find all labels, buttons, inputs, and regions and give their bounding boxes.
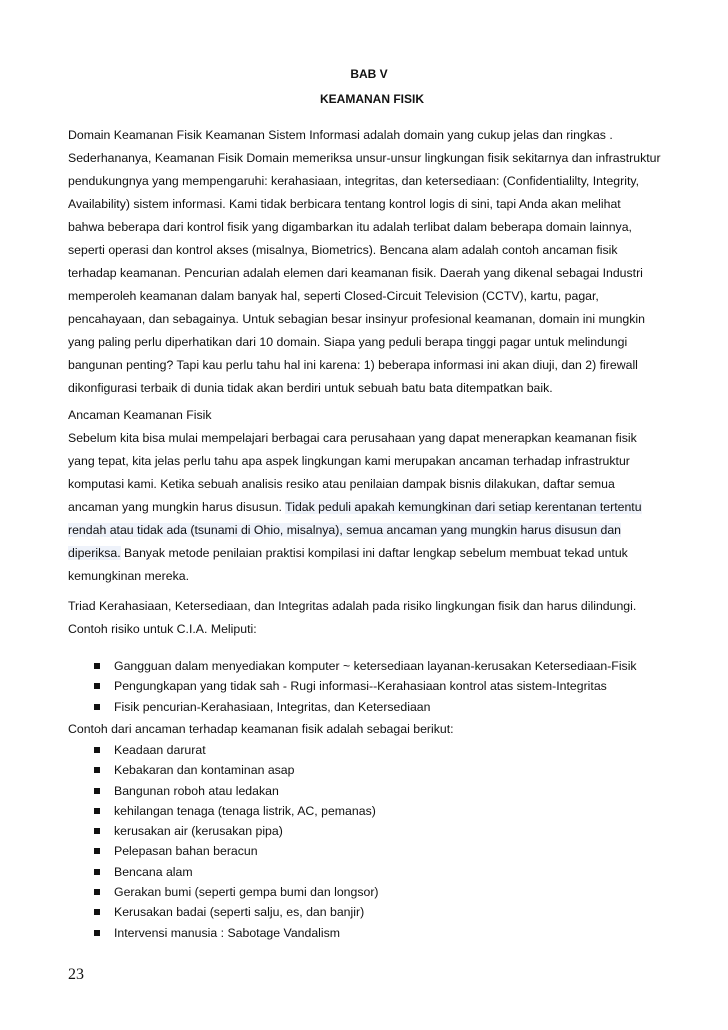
paragraph-line: Sebelum kita bisa mulai mempelajari berbagai cara perusahaan yang dapat menerapkan keamanan fisik — [68, 431, 637, 445]
list-item — [88, 923, 379, 943]
list-item-text: Pengungkapan yang tidak sah - Rugi informasi--Kerahasiaan kontrol atas sistem-Integritas — [114, 679, 607, 694]
list-item — [88, 781, 379, 801]
bullet-square-icon — [94, 848, 100, 854]
paragraph-line: dikonfigurasi terbaik di dunia tidak akan berdiri untuk sebuah batu bata ditempatkan baik. — [68, 381, 553, 395]
highlighted-text: Tidak peduli apakah kemungkinan dari setiap kerentanan tertentu — [285, 500, 642, 514]
list-item — [88, 801, 379, 821]
list-item-text: Gerakan bumi (seperti gempa bumi dan longsor) — [114, 885, 379, 900]
list-item — [88, 841, 379, 861]
paragraph-line — [68, 519, 668, 542]
paragraph-line: yang tepat, kita jelas perlu tahu apa aspek lingkungan kami merupakan ancaman terhadap infrastruktur — [68, 454, 630, 468]
list-item — [88, 740, 379, 760]
line-text: ancaman yang mungkin harus disusun. — [68, 500, 286, 514]
list-item — [88, 862, 379, 882]
bullet-square-icon — [94, 828, 100, 834]
bullet-square-icon — [94, 767, 100, 773]
threat-examples-intro: Contoh dari ancaman terhadap keamanan fisik adalah sebagai berikut: — [68, 722, 454, 736]
bullet-square-icon — [94, 869, 100, 875]
bullet-square-icon — [94, 788, 100, 794]
bullet-square-icon — [94, 808, 100, 814]
cia-risk-list — [88, 656, 637, 717]
paragraph-line: yang paling perlu diperhatikan dari 10 domain. Siapa yang peduli berapa tinggi pagar untuk melindungi — [68, 335, 628, 349]
threats-paragraph — [68, 427, 668, 588]
paragraph-line: Triad Kerahasiaan, Ketersediaan, dan Integritas adalah pada risiko lingkungan fisik dan harus dilindungi. — [68, 599, 637, 613]
list-item-text: Intervensi manusia : Sabotage Vandalism — [114, 925, 341, 940]
paragraph-line: komputasi kami. Ketika sebuah analisis resiko atau penilaian dampak bisnis dilakukan, daftar semua — [68, 477, 615, 491]
paragraph-line: Sederhananya, Keamanan Fisik Domain memeriksa unsur-unsur lingkungan fisik sekitarnya dan infrastruktur — [68, 151, 661, 165]
list-item — [88, 821, 379, 841]
paragraph-line: pencahayaan, dan sebagainya. Untuk sebagian besar insinyur profesional keamanan, domain ini mungkin — [68, 312, 645, 326]
page-number: 23 — [68, 966, 84, 983]
list-item-text: Bangunan roboh atau ledakan — [114, 783, 279, 798]
chapter-label: BAB V — [350, 67, 388, 81]
list-item-text: Keadaan darurat — [114, 743, 206, 757]
intro-paragraph — [68, 124, 668, 400]
list-item-text: kehilangan tenaga (tenaga listrik, AC, pemanas) — [114, 803, 376, 818]
list-item-text: Bencana alam — [114, 864, 193, 879]
cia-paragraph — [68, 595, 668, 641]
paragraph-line — [68, 542, 668, 565]
paragraph-line: Contoh risiko untuk C.I.A. Meliputi: — [68, 622, 257, 636]
bullet-square-icon — [94, 930, 100, 936]
list-item-text: Gangguan dalam menyediakan komputer ~ ketersediaan layanan-kerusakan Ketersediaan-Fisik — [114, 659, 637, 673]
list-item — [88, 882, 379, 902]
bullet-square-icon — [94, 704, 100, 710]
list-item — [88, 760, 379, 780]
line-text: Banyak metode penilaian praktisi kompilasi ini daftar lengkap sebelum membuat tekad untuk — [120, 546, 628, 560]
paragraph-line: Availability) sistem informasi. Kami tidak berbicara tentang kontrol logis di sini, tapi Anda akan melihat — [68, 197, 621, 211]
highlighted-text: diperiksa. — [68, 546, 121, 560]
list-item-text: Fisik pencurian-Kerahasiaan, Integritas, dan Ketersediaan — [114, 699, 431, 714]
list-item-text: Kebakaran dan kontaminan asap — [114, 763, 295, 778]
paragraph-line: pendukungnya yang mempengaruhi: kerahasiaan, integritas, dan ketersediaan: (Confidentialilty, Integrity, — [68, 174, 640, 188]
paragraph-line: seperti operasi dan kontrol akses (misalnya, Biometrics). Bencana alam adalah contoh ancaman fisik — [68, 243, 618, 257]
paragraph-line: Domain Keamanan Fisik Keamanan Sistem Informasi adalah domain yang cukup jelas dan ringkas . — [68, 128, 613, 142]
list-item — [88, 676, 637, 696]
paragraph-line: bahwa beberapa dari kontrol fisik yang digambarkan itu adalah terlibat dalam beberapa domain lainnya, — [68, 220, 632, 234]
paragraph-line: terhadap keamanan. Pencurian adalah elemen dari keamanan fisik. Daerah yang dikenal sebagai Industri — [68, 266, 643, 280]
paragraph-line: memperoleh keamanan dalam banyak hal, seperti Closed-Circuit Television (CCTV), kartu, pagar, — [68, 289, 599, 303]
paragraph-line — [68, 496, 668, 519]
chapter-title: KEAMANAN FISIK — [320, 92, 424, 106]
list-item — [88, 697, 637, 717]
list-item-text: kerusakan air (kerusakan pipa) — [114, 824, 283, 839]
list-item-text: Kerusakan badai (seperti salju, es, dan banjir) — [114, 905, 365, 920]
bullet-square-icon — [94, 889, 100, 895]
list-item — [88, 902, 379, 922]
bullet-square-icon — [94, 663, 100, 669]
paragraph-line: kemungkinan mereka. — [68, 569, 189, 583]
threat-examples-list — [88, 740, 379, 943]
section-subheading: Ancaman Keamanan Fisik — [68, 408, 212, 422]
bullet-square-icon — [94, 683, 100, 689]
bullet-square-icon — [94, 909, 100, 915]
list-item-text: Pelepasan bahan beracun — [114, 844, 258, 859]
list-item — [88, 656, 637, 676]
paragraph-line: bangunan penting? Tapi kau perlu tahu hal ini karena: 1) beberapa informasi ini akan diuji, dan 2) firewall — [68, 358, 638, 372]
bullet-square-icon — [94, 747, 100, 753]
highlighted-text: rendah atau tidak ada (tsunami di Ohio, misalnya), semua ancaman yang mungkin harus disusun dan — [68, 523, 621, 537]
